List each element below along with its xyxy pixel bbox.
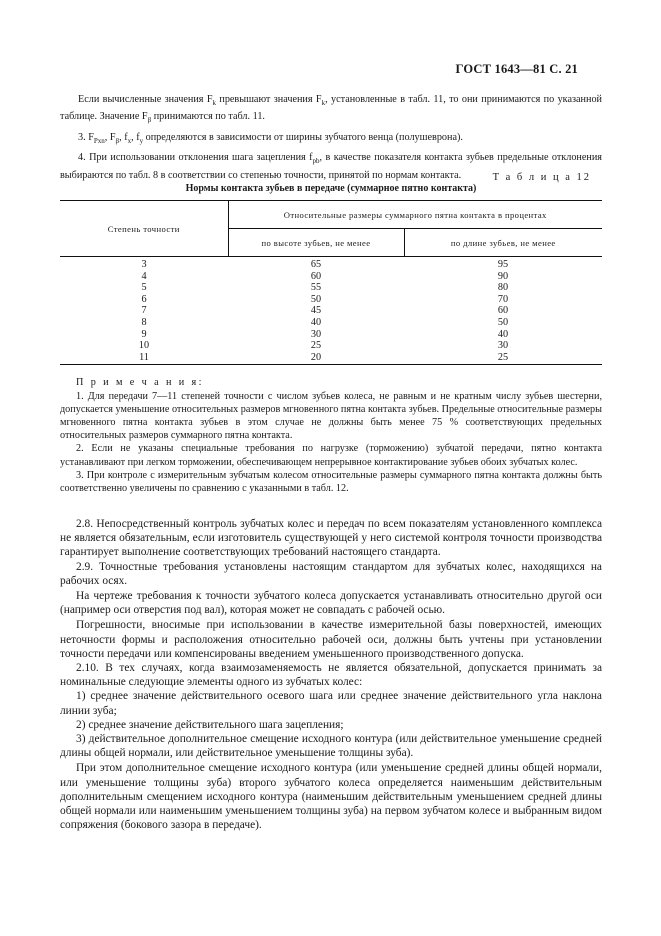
table-row bbox=[60, 294, 602, 306]
cell-length: 70 bbox=[497, 293, 509, 305]
cell-length: 80 bbox=[497, 282, 509, 294]
paragraph: Погрешности, вносимые при использовании в качестве измерительной базы поверхностей, имеющих неточности формы и расположения относительно рабочей оси, должны быть учтены при установлении точности передачи или компенсированы введением уменьшенного производственного допуска. bbox=[60, 619, 602, 660]
column-header-height: по высоте зубьев, не менее bbox=[228, 229, 404, 257]
table-row bbox=[60, 317, 602, 329]
note-paragraph: 3. $F_{Pxn}$, $F_\beta$, $f_x$, $f_y$ определяются в зависимости от ширины зубчатого венца (полушеврона). bbox=[78, 131, 463, 145]
cell-height: 55 bbox=[310, 282, 322, 294]
note-paragraph: 4. При использовании отклонения шага зацепления $f_{pb}$, в качестве показателя контакта зубьев предельные отклонения выбираются по табл. 8 в соответствии со степенью точности, принятой по нормам контакта. bbox=[60, 152, 602, 181]
table-row bbox=[60, 282, 602, 294]
table-row bbox=[60, 305, 602, 317]
cell-length: 60 bbox=[497, 305, 509, 317]
cell-grade: 5 bbox=[141, 282, 147, 294]
note-item: 3. При контроле с измерительным зубчатым колесом относительные размеры суммарного пятна контакта должны быть соответственно увеличены по сравнению с указанными в табл. 12. bbox=[60, 469, 602, 494]
notes-title: П р и м е ч а н и я: bbox=[76, 377, 204, 388]
cell-height: 50 bbox=[310, 293, 322, 305]
table-row bbox=[60, 352, 602, 365]
cell-height: 20 bbox=[228, 352, 404, 365]
cell-grade: 6 bbox=[141, 293, 147, 305]
cell-grade: 3 bbox=[141, 259, 147, 270]
table-notes bbox=[60, 376, 602, 495]
cell-length: 25 bbox=[404, 352, 602, 365]
table-label: Т а б л и ц а 12 bbox=[492, 172, 591, 183]
contact-norms-table bbox=[60, 200, 602, 365]
paragraph: На чертеже требования к точности зубчатого колеса допускается устанавливать относительно другой оси (например оси отверстия под вал), которая может не совпадать с рабочей осью. bbox=[60, 590, 602, 617]
paragraph: 3) действительное дополнительное смещение исходного контура (или действительное уменьшение средней длины общей нормали, или действительное уменьшение толщины зуба). bbox=[60, 733, 602, 760]
table-row bbox=[60, 340, 602, 352]
page-header: ГОСТ 1643—81 С. 21 bbox=[455, 62, 578, 76]
main-text bbox=[60, 517, 602, 832]
table-row bbox=[60, 329, 602, 341]
column-header-length: по длине зубьев, не менее bbox=[404, 229, 602, 257]
cell-grade: 10 bbox=[138, 340, 150, 352]
table-row bbox=[60, 271, 602, 283]
paragraph: 2.10. В тех случаях, когда взаимозаменяемость не является обязательной, допускается принимать за номинальные следующие элементы одного из зубчатых колес: bbox=[60, 662, 602, 689]
paragraph: 1) среднее значение действительного осевого шага или среднее значение действительного угла наклона линии зуба; bbox=[60, 690, 602, 717]
cell-grade: 11 bbox=[60, 352, 228, 365]
cell-height: 30 bbox=[310, 328, 322, 340]
cell-grade: 7 bbox=[141, 305, 147, 317]
cell-grade: 8 bbox=[141, 316, 147, 328]
note-item: 1. Для передачи 7—11 степеней точности с числом зубьев колеса, не равным и не кратным числу зубьев шестерни, допускается уменьшение относительных размеров мгновенного пятна контакта зубьев. Предельные относительные размеры мгновенного пятна контакта зубьев в этом случае не должны быть менее 75 % соответствующих предельных относительных размеров суммарного пятна контакта. bbox=[60, 391, 602, 442]
cell-length: 95 bbox=[497, 259, 509, 270]
paragraph: 2) среднее значение действительного шага зацепления; bbox=[76, 718, 344, 731]
cell-height: 25 bbox=[310, 340, 322, 352]
column-group-header: Относительные размеры суммарного пятна контакта в процентах bbox=[228, 201, 602, 229]
cell-grade: 9 bbox=[141, 328, 147, 340]
paragraph: 2.9. Точностные требования установлены настоящим стандартом для зубчатых колес, находящихся на рабочих осях. bbox=[60, 560, 602, 587]
cell-grade: 4 bbox=[141, 270, 147, 282]
cell-length: 40 bbox=[497, 328, 509, 340]
note-paragraph: Если вычисленные значения $F_k$ превышают значения $F_k$, установленные в табл. 11, то они принимаются по указанной таблице. Значение $F_\beta$ принимаются по табл. 11. bbox=[60, 94, 602, 125]
cell-height: 65 bbox=[310, 259, 322, 270]
cell-height: 60 bbox=[310, 270, 322, 282]
table-title: Нормы контакта зубьев в передаче (суммарное пятно контакта) bbox=[185, 183, 477, 194]
column-header-grade: Степень точности bbox=[60, 201, 228, 257]
table-row bbox=[60, 257, 602, 271]
cell-length: 50 bbox=[497, 316, 509, 328]
paragraph: 2.8. Непосредственный контроль зубчатых колес и передач по всем показателям установленного комплекса не является обязательным, если изготовитель существующей у него системой контроля точности производства гарантирует выполнение соответствующих требований настоящего стандарта. bbox=[60, 518, 602, 559]
cell-length: 30 bbox=[497, 340, 509, 352]
paragraph: При этом дополнительное смещение исходного контура (или уменьшение средней длины общей нормали, или уменьшение толщины зуба) второго зубчатого колеса определяется наименьшим действительным дополнительным смещением исходного контура (наименьшим действительным уменьшением средней длины общей нормали или наименьшим уменьшением толщины зуба) на первом зубчатом колесе и выбранным видом сопряжения (бокового зазора в передаче). bbox=[60, 762, 602, 832]
cell-height: 45 bbox=[310, 305, 322, 317]
note-item: 2. Если не указаны специальные требования по нагрузке (торможению) зубчатой передачи, пятно контакта устанавливают при легком торможении, обеспечивающем непрерывное контактирование зубьев обоих зубчатых колес. bbox=[60, 443, 602, 468]
cell-height: 40 bbox=[310, 316, 322, 328]
cell-length: 90 bbox=[497, 270, 509, 282]
